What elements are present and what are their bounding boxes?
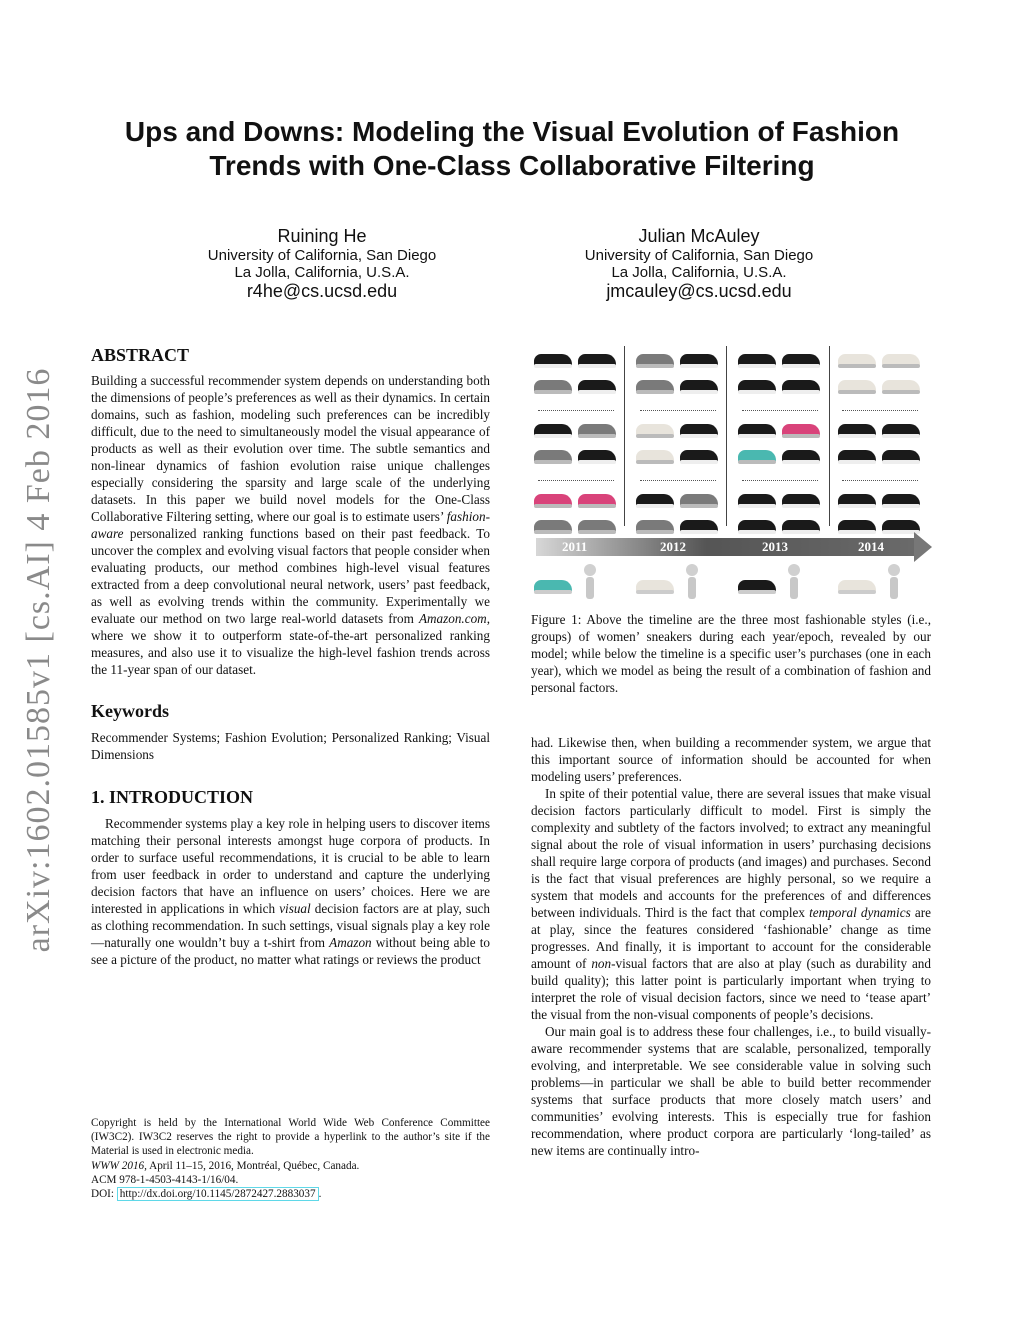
style-separator (742, 480, 818, 481)
author-affiliation: University of California, San Diego (207, 247, 437, 264)
author-affiliation: University of California, San Diego (584, 247, 814, 264)
sneaker-image (838, 444, 876, 464)
paper-title (60, 115, 964, 183)
sneaker-sole (636, 460, 674, 464)
style-separator (640, 480, 716, 481)
intro-paragraph (91, 815, 490, 968)
abstract-text-part: personalized ranking functions based on their past feedback. To uncover the complex and evolving visual factors that people consider when evaluating products, our method combines high-level visual features extracted from a deep convolutional neural network, users’ past feedback, as well as evolving trends within the community. Experimentally we evaluate our method on two large real-world datasets from (91, 526, 490, 626)
sneaker-image (782, 418, 820, 438)
abstract-text-part: Building a successful recommender system depends on understanding both the dimensions of people’s preferences as well as their dynamics. In certain domains, such as fashion, modeling such preferences can be incredibly difficult, due to the need to simultaneously model the visual appearance of products as well as their evolution over time. The subtle semantics and non-linear dynamics of fashion evolution raise unique challenges especially considering the sparsity and large scale of the underlying datasets. In this paper we build novel models for the One-Class Collaborative Filtering setting, where our goal is to estimate users’ (91, 373, 490, 524)
sneaker-image (838, 374, 876, 394)
abstract-emphasis: Amazon.com (418, 611, 487, 626)
style-separator (842, 410, 918, 411)
sneaker-sole (680, 434, 718, 438)
sneaker-image (578, 444, 616, 464)
style-separator (640, 410, 716, 411)
sneaker-image (636, 444, 674, 464)
figure-caption: Figure 1: Above the timeline are the three most fashionable styles (i.e., groups) of women’ sneakers during each year/epoch, revealed by our model; while below the timeline is a specific user’s purchases (one in each year), which we model as being the result of a combination of fashion and personal factors. (531, 612, 931, 695)
person-icon (888, 564, 900, 576)
sneaker-sole (636, 504, 674, 508)
sneaker-sole (680, 504, 718, 508)
person-icon (686, 564, 698, 576)
style-separator (742, 410, 818, 411)
person-body-icon (688, 577, 696, 599)
author-block-2 (529, 226, 869, 302)
sneaker-image (882, 374, 920, 394)
sneaker-sole (838, 590, 876, 594)
sneaker-image (680, 444, 718, 464)
user-purchase (636, 562, 726, 602)
sneaker-sole (738, 504, 776, 508)
sneaker-image (782, 348, 820, 368)
author-email[interactable]: jmcauley@cs.ucsd.edu (606, 281, 792, 301)
sneaker-sole (882, 390, 920, 394)
keywords-heading: Keywords (91, 701, 169, 721)
sneaker-image (882, 418, 920, 438)
sneaker-image (578, 418, 616, 438)
author-location: La Jolla, California, U.S.A. (234, 264, 410, 281)
doi-tail: . (318, 1188, 322, 1201)
conference-details: April 11–15, 2016, Montréal, Québec, Canada. (146, 1159, 360, 1172)
sneaker-sole (838, 460, 876, 464)
sneaker-image (578, 348, 616, 368)
sneaker-sole (738, 590, 776, 594)
sneaker-sole (578, 530, 616, 534)
sneaker-image (680, 418, 718, 438)
sneaker-sole (882, 504, 920, 508)
intro-text-part: -visual factors that are also at play (such as durability and build quality); this latter point is particularly important when trying to interpret the role of visual decision factors, since we need to ‘tease apart’ the visual from the non-visual components of people’s decisions. (531, 956, 931, 1022)
sneaker-image (578, 374, 616, 394)
sneaker-image (534, 418, 572, 438)
sneaker-image (636, 348, 674, 368)
intro-emphasis: non (591, 956, 612, 971)
copyright-notice (91, 1116, 490, 1201)
intro-text-part: Recommender systems play a key role in helping users to discover items matching their personal interests amongst huge corpora of products. In order to surface useful recommendations, it is crucial to be able to learn from user feedback in order to understand and capture the underlying decision factors that have an influence on users’ choices. Here we are interested in applications in which (91, 816, 490, 916)
sneaker-image (882, 488, 920, 508)
sneaker-image (636, 488, 674, 508)
title-line-2: Trends with One-Class Collaborative Filtering (209, 150, 815, 181)
timeline (536, 538, 918, 556)
sneaker-sole (782, 364, 820, 368)
user-purchase (738, 562, 828, 602)
sneaker-sole (534, 590, 572, 594)
right-column (531, 734, 931, 1159)
sneaker-sole (782, 504, 820, 508)
sneaker-image (680, 348, 718, 368)
keywords-text: Recommender Systems; Fashion Evolution; Personalized Ranking; Visual Dimensions (91, 730, 490, 762)
purchased-sneaker-image (738, 574, 776, 594)
sneaker-sole (636, 434, 674, 438)
sneaker-image (782, 444, 820, 464)
sneaker-image (738, 348, 776, 368)
doi-link[interactable]: http://dx.doi.org/10.1145/2872427.2883037 (117, 1187, 319, 1201)
intro-paragraph (531, 785, 931, 1023)
sneaker-image (636, 418, 674, 438)
sneaker-image (578, 514, 616, 534)
person-icon (788, 564, 800, 576)
sneaker-sole (578, 390, 616, 394)
sneaker-sole (738, 530, 776, 534)
abstract-text (91, 372, 490, 678)
sneaker-image (534, 514, 572, 534)
sneaker-sole (782, 390, 820, 394)
sneaker-image (782, 374, 820, 394)
timeline-arrow-icon (914, 532, 932, 562)
sneaker-image (838, 488, 876, 508)
intro-text-part: are at play, since the features considered ‘fashionable’ change as time progresses. And finally, it is important to account for the considerable amount of (531, 905, 931, 971)
sneaker-image (838, 418, 876, 438)
person-body-icon (790, 577, 798, 599)
sneaker-sole (738, 390, 776, 394)
author-name: Ruining He (277, 226, 367, 246)
sneaker-image (738, 488, 776, 508)
abstract-heading: ABSTRACT (91, 345, 190, 365)
sneaker-sole (738, 434, 776, 438)
style-separator (842, 480, 918, 481)
person-body-icon (890, 577, 898, 599)
sneaker-sole (636, 530, 674, 534)
sneaker-image (838, 514, 876, 534)
sneaker-sole (534, 460, 572, 464)
sneaker-sole (578, 364, 616, 368)
year-label: 2012 (660, 539, 686, 554)
sneaker-image (578, 488, 616, 508)
sneaker-sole (782, 434, 820, 438)
style-separator (538, 410, 614, 411)
acm-line: ACM 978-1-4503-4143-1/16/04. (91, 1173, 239, 1186)
sneaker-sole (578, 460, 616, 464)
sneaker-image (738, 374, 776, 394)
sneaker-image (838, 348, 876, 368)
sneaker-sole (578, 434, 616, 438)
conference-name: WWW 2016, (91, 1159, 147, 1172)
sneaker-sole (782, 460, 820, 464)
year-label: 2013 (762, 539, 788, 554)
sneaker-sole (534, 530, 572, 534)
sneaker-sole (534, 434, 572, 438)
sneaker-image (738, 444, 776, 464)
sneaker-image (882, 348, 920, 368)
purchased-sneaker-image (636, 574, 674, 594)
sneaker-image (636, 514, 674, 534)
sneaker-sole (636, 590, 674, 594)
sneaker-sole (838, 364, 876, 368)
sneaker-image (636, 374, 674, 394)
sneaker-image (738, 514, 776, 534)
author-block-1 (152, 226, 492, 302)
sneaker-sole (882, 434, 920, 438)
sneaker-sole (534, 504, 572, 508)
purchased-sneaker-image (534, 574, 572, 594)
epoch-divider (829, 346, 830, 526)
sneaker-image (534, 348, 572, 368)
conference-line (91, 1159, 490, 1173)
intro-emphasis: visual (279, 901, 311, 916)
sneaker-sole (680, 390, 718, 394)
sneaker-sole (680, 530, 718, 534)
introduction-heading: 1. INTRODUCTION (91, 787, 254, 807)
sneaker-sole (882, 364, 920, 368)
intro-emphasis: Amazon (329, 935, 372, 950)
sneaker-image (782, 514, 820, 534)
person-body-icon (586, 577, 594, 599)
user-purchase (838, 562, 928, 602)
sneaker-image (534, 444, 572, 464)
epoch-divider (726, 346, 727, 526)
sneaker-sole (636, 364, 674, 368)
sneaker-sole (838, 504, 876, 508)
sneaker-image (534, 374, 572, 394)
doi-label: DOI: (91, 1188, 117, 1201)
doi-line (91, 1187, 490, 1201)
author-email[interactable]: r4he@cs.ucsd.edu (246, 281, 398, 301)
author-name: Julian McAuley (638, 226, 760, 246)
person-icon (584, 564, 596, 576)
sneaker-image (680, 374, 718, 394)
intro-text-part: In spite of their potential value, there are several issues that make visual decision factors particularly difficult to model. First is simply the complexity and subtlety of the factors involved; to extract any meaningful signal about the role of visual information in users’ purchasing decisions shall require large corpora of products (and images) and purchases. Second is the fact that visual preferences are highly personal, so we require a system that models and accounts for the preferences of and differences between individuals. Third is the fact that complex (531, 786, 931, 920)
sneaker-sole (578, 504, 616, 508)
arxiv-stamp: arXiv:1602.01585v1 [cs.AI] 4 Feb 2016 (20, 367, 57, 953)
intro-text-part: without being able to see a picture of the product, no matter what ratings or reviews the product (91, 935, 490, 967)
figure-1 (528, 342, 934, 602)
sneaker-sole (838, 530, 876, 534)
sneaker-sole (738, 364, 776, 368)
sneaker-sole (882, 460, 920, 464)
abstract-emphasis: fashion-aware (91, 509, 490, 541)
sneaker-image (782, 488, 820, 508)
sneaker-image (534, 488, 572, 508)
sneaker-sole (782, 530, 820, 534)
intro-paragraph: Our main goal is to address these four challenges, i.e., to build visually-aware recommender systems that are scalable, personalized, temporally evolving, and interpretable. We see considerable value in solving such problems—in particular we shall be able to build better recommender systems that surface products that more closely match users’ and communities’ evolving interests. This is especially true for fashion recommendation, where product corpora are particularly ‘long-tailed’ as new items are continually intro- (531, 1024, 931, 1158)
copyright-text: Copyright is held by the International World Wide Web Conference Committee (IW3C2). IW3C2 reserves the right to provide a hyperlink to the author’s site if the Material is used in electronic media. (91, 1117, 490, 1158)
intro-text-part: decision factors are at play, such as clothing recommendation. In such settings, visual signals play a key role—naturally one wouldn’t buy a t-shirt from (91, 901, 490, 950)
epoch-divider (624, 346, 625, 526)
sneaker-image (680, 514, 718, 534)
sneaker-sole (680, 460, 718, 464)
sneaker-sole (838, 434, 876, 438)
style-separator (538, 480, 614, 481)
sneaker-sole (636, 390, 674, 394)
sneaker-image (882, 514, 920, 534)
intro-emphasis: temporal dynamics (809, 905, 911, 920)
sneaker-image (738, 418, 776, 438)
purchased-sneaker-image (838, 574, 876, 594)
year-label: 2014 (858, 539, 884, 554)
title-line-1: Ups and Downs: Modeling the Visual Evolution of Fashion (124, 116, 900, 147)
abstract-text-part: , where we show it to outperform state-of-the-art personalized ranking measures, and also use it to visualize the high-level fashion trends across the 11-year span of our dataset. (91, 611, 490, 677)
sneaker-image (680, 488, 718, 508)
sneaker-sole (534, 364, 572, 368)
sneaker-sole (738, 460, 776, 464)
sneaker-image (882, 444, 920, 464)
user-purchase (534, 562, 624, 602)
sneaker-sole (680, 364, 718, 368)
sneaker-sole (534, 390, 572, 394)
year-label: 2011 (562, 539, 588, 554)
intro-paragraph: had. Likewise then, when building a recommender system, we argue that this important source of information should be accounted for when modeling users’ preferences. (531, 735, 931, 784)
left-column (91, 344, 490, 968)
author-location: La Jolla, California, U.S.A. (611, 264, 787, 281)
sneaker-sole (838, 390, 876, 394)
